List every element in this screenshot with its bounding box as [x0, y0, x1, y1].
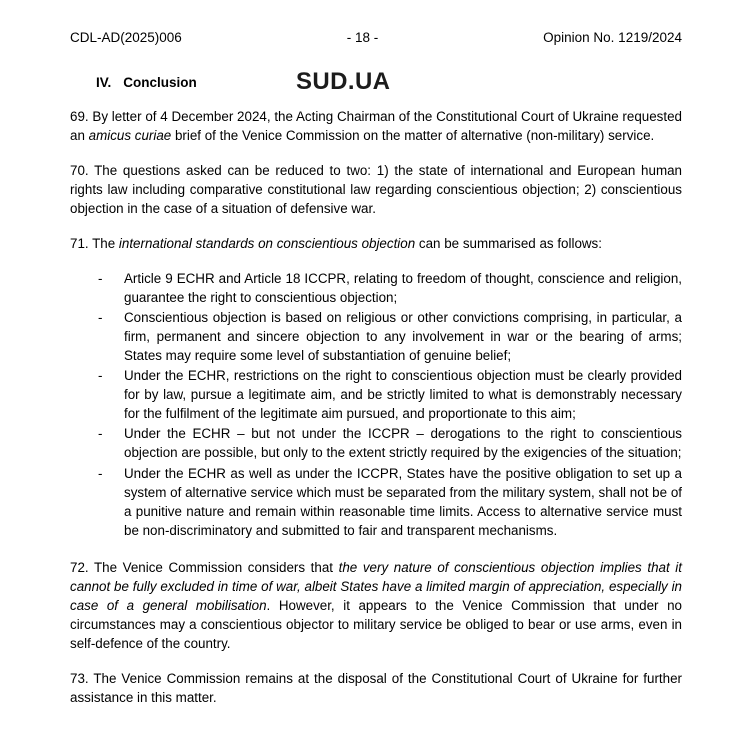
section-number: IV.: [96, 75, 112, 90]
paragraph-72-tail: . However, it appears to the Venice Commission that under no circumstances may a conscientious objector to military service be obliged to bear or use arms, even in self-defence of the country.: [70, 597, 682, 651]
page-number: - 18 -: [346, 30, 379, 45]
list-item: [70, 308, 682, 365]
bullet-dash: -: [98, 310, 103, 326]
paragraph-69-italic: amicus curiae: [88, 128, 172, 144]
paragraph-70: 70. The questions asked can be reduced to two: 1) the state of international and European human rights law including comparative constitutional law regarding conscientious objection; 2) conscientious objection in the case of a situation of defensive war.: [70, 163, 682, 217]
list-item: [70, 464, 682, 540]
section-title-text: Conclusion: [123, 75, 197, 90]
paragraph-72-lead: 72. The Venice Commission considers that: [70, 559, 339, 575]
standards-list: [70, 269, 682, 539]
section-heading-row: [70, 68, 682, 101]
paragraph-71-lead: 71. The: [70, 236, 119, 252]
page-header: [70, 30, 682, 45]
paragraph-69-tail: brief of the Venice Commission on the matter of alternative (non-military) service.: [171, 128, 655, 144]
list-item: [70, 424, 682, 462]
list-item: [70, 366, 682, 423]
bullet-dash: -: [98, 368, 103, 384]
list-item: [70, 269, 682, 307]
paragraph-72-italic: the very nature of conscientious objection implies that it cannot be fully excluded in time of war, albeit States have a limited margin of appreciation, especially in case of a general mobilisation: [70, 559, 682, 613]
list-item-text: Under the ECHR, restrictions on the right to conscientious objection must be clearly provided for by law, pursue a legitimate aim, and be strictly limited to what is demonstrably necessary for the fulfilment of the legitimate aim pursued, and proportionate to this aim;: [124, 368, 682, 422]
paragraph-69: [70, 107, 682, 145]
bullet-dash: -: [98, 465, 103, 481]
watermark-logo: SUD.UA: [296, 68, 391, 95]
list-item-text: Under the ECHR as well as under the ICCPR, States have the positive obligation to set up a system of alternative service which must be separated from the military system, shall not be of a punitive nature and remain within reasonable time limits. Access to alternative service must be non-discriminatory and submitted to fair and transparent mechanisms.: [124, 465, 682, 538]
document-reference: CDL-AD(2025)006: [70, 30, 182, 45]
paragraph-71-italic: international standards on conscientious objection: [118, 236, 416, 252]
list-item-text: Conscientious objection is based on religious or other convictions comprising, in particular, a firm, permanent and sincere objection to any involvement in war or the bearing of arms; States may require some level of substantiation of genuine belief;: [124, 310, 682, 364]
paragraph-71: [70, 234, 682, 253]
opinion-number: Opinion No. 1219/2024: [543, 30, 682, 45]
paragraph-72: [70, 558, 682, 653]
bullet-dash: -: [98, 271, 103, 287]
list-item-text: Article 9 ECHR and Article 18 ICCPR, relating to freedom of thought, conscience and religion, guarantee the right to conscientious objection;: [124, 271, 682, 306]
paragraph-71-tail: can be summarised as follows:: [415, 236, 602, 252]
paragraph-73: 73. The Venice Commission remains at the disposal of the Constitutional Court of Ukraine for further assistance in this matter.: [70, 670, 682, 705]
section-heading: [96, 75, 197, 90]
paragraph-69-lead: 69. By letter of 4 December 2024, the Acting Chairman of the Constitutional Court of Ukraine requested an: [70, 109, 682, 144]
bullet-dash: -: [98, 426, 103, 442]
list-item-text: Under the ECHR – but not under the ICCPR – derogations to the right to conscientious objection are possible, but only to the extent strictly required by the exigencies of the situation;: [124, 426, 682, 461]
